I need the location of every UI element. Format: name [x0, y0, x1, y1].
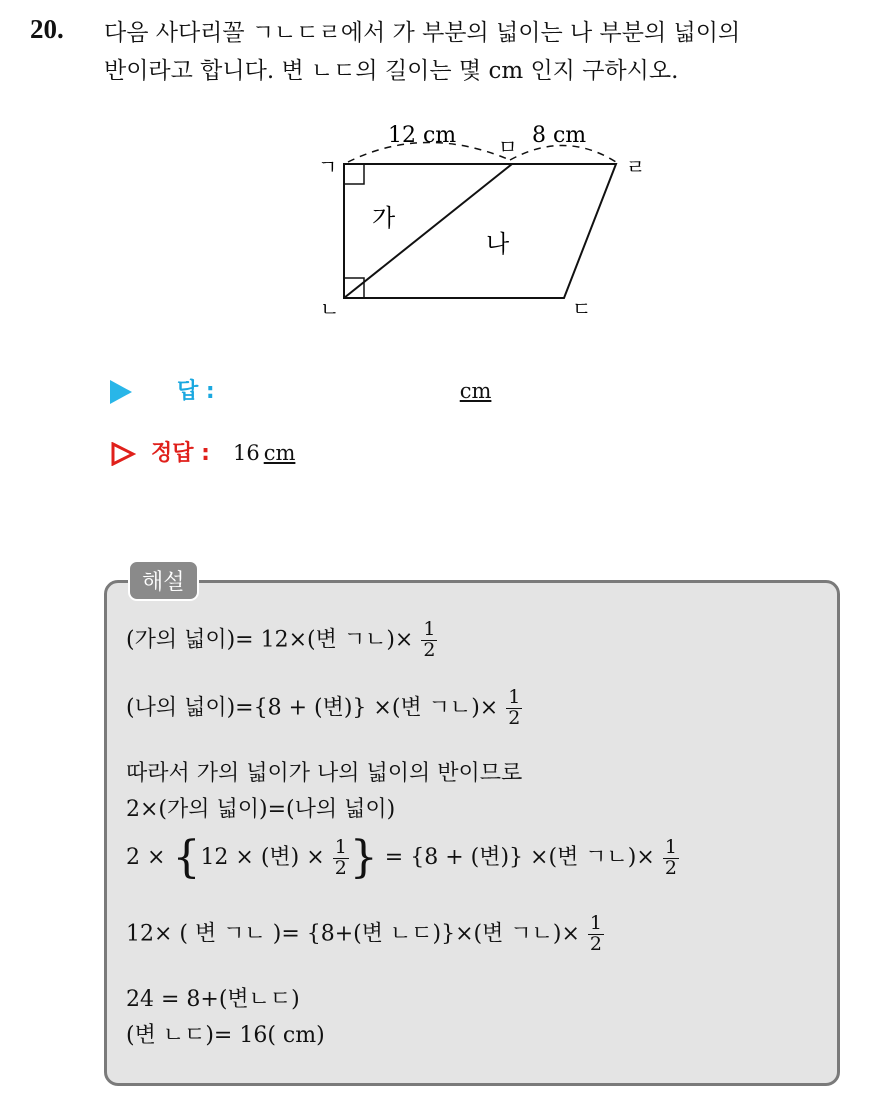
vertex-b-label: ㄴ: [320, 297, 340, 320]
answer-row: [110, 374, 491, 405]
correct-answer-value: 16: [232, 441, 260, 465]
correct-answer-row: [110, 436, 295, 467]
solution-line-5-a: 2 ×: [126, 845, 166, 870]
solution-tag: 해설: [128, 560, 199, 601]
correct-answer-label: 정답 :: [151, 441, 210, 466]
solution-line-5-b: 12 × (변) ×: [200, 845, 325, 870]
vertex-m-label: ㅁ: [498, 135, 518, 159]
solution-line-3: 따라서 가의 넓이가 나의 넓이의 반이므로: [126, 761, 523, 786]
label-8cm: 8 cm: [532, 123, 587, 148]
question-number: 20.: [30, 14, 64, 44]
vertex-d-label: ㄹ: [626, 155, 646, 179]
fraction-half: $\frac{1}{2}$: [508, 686, 521, 729]
question-text-line2: 반이라고 합니다. 변 ㄴㄷ의 길이는 몇 cm 인지 구하시오.: [104, 58, 679, 84]
solution-line-4: 2×(가의 넓이)=(나의 넓이): [126, 797, 396, 822]
solution-line-5-c: = {8 + (변)} ×(변 ㄱㄴ)×: [384, 845, 655, 870]
label-12cm: 12 cm: [388, 123, 457, 148]
region-na-label: 나: [486, 230, 510, 258]
trapezoid-figure: [300, 110, 660, 320]
fraction-half: $\frac{1}{2}$: [589, 912, 602, 955]
play-triangle-icon: [110, 380, 132, 404]
region-ga-label: 가: [372, 204, 396, 232]
solution-line-8: (변 ㄴㄷ)= 16( cm): [126, 1023, 325, 1048]
fraction-half: $\frac{1}{2}$: [334, 835, 347, 879]
correct-answer-unit: cm: [263, 441, 296, 465]
solution-line-7: 24 = 8+(변ㄴㄷ): [126, 987, 300, 1012]
right-angle-mark-top: [344, 164, 364, 184]
solution-line-6-text: 12× ( 변 ㄱㄴ )= {8+(변 ㄴㄷ)}×(변 ㄱㄴ)×: [126, 921, 580, 947]
vertex-a-label: ㄱ: [318, 155, 338, 179]
solution-line-6: [126, 914, 605, 955]
question-text-line1: 다음 사다리꼴 ㄱㄴㄷㄹ에서 가 부분의 넓이는 나 부분의 넓이의: [104, 20, 741, 46]
solution-line-2: [126, 688, 523, 729]
vertex-c-label: ㄷ: [572, 297, 592, 320]
left-brace: {: [172, 832, 201, 883]
fraction-half: $\frac{1}{2}$: [664, 835, 677, 879]
right-brace: }: [349, 832, 378, 883]
fraction-half: $\frac{1}{2}$: [423, 618, 436, 661]
solution-line-2-text: (나의 넓이)={8 + (변)} ×(변 ㄱㄴ)×: [126, 695, 499, 721]
answer-label: 답 :: [177, 379, 215, 404]
solution-line-1-text: (가의 넓이)= 12×(변 ㄱㄴ)×: [126, 627, 414, 653]
solution-line-5: [126, 832, 680, 883]
solution-line-1: [126, 620, 438, 661]
outline-triangle-icon: [110, 442, 136, 466]
answer-unit: cm: [459, 379, 492, 403]
